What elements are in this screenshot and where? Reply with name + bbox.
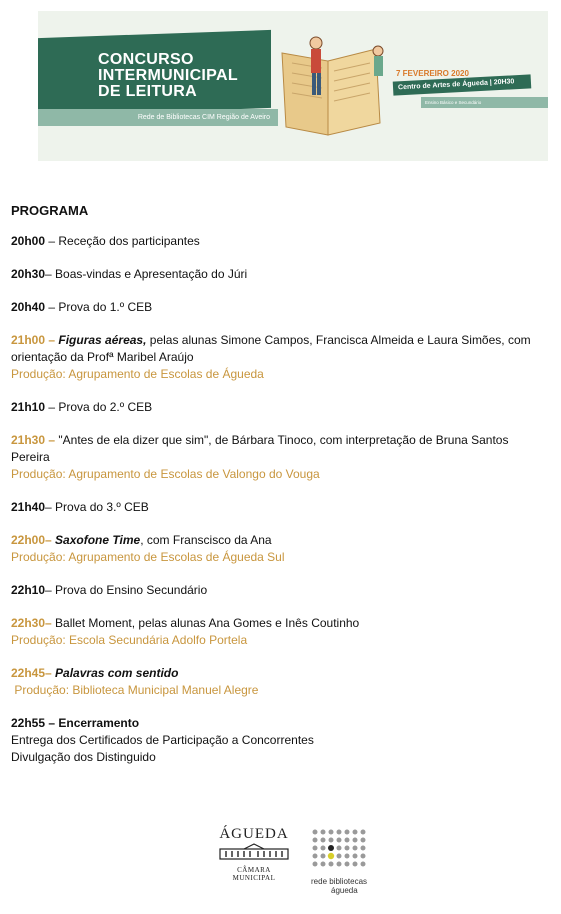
- program-entry: [11, 266, 551, 283]
- entry-text-continued: Pereira: [11, 450, 50, 464]
- entry-text: – Prova do 3.º CEB: [45, 500, 149, 514]
- agueda-municipality-logo: [216, 826, 292, 882]
- entry-text: – Boas-vindas e Apresentação do Júri: [45, 267, 248, 281]
- entry-time: 20h40: [11, 300, 46, 314]
- entry-text: pelas alunas Simone Campos, Francisca Almeida e Laura Simões, com: [146, 333, 531, 347]
- program-entry: [11, 499, 551, 516]
- rede-bibliotecas-logo: [311, 828, 373, 904]
- event-date: 7 FEVEREIRO 2020: [396, 69, 469, 78]
- event-banner: [38, 11, 548, 161]
- program-entry: [11, 233, 551, 250]
- entry-text-continued: orientação da Profª Maribel Araújo: [11, 350, 194, 364]
- rede-line-2: águeda: [331, 886, 358, 895]
- entry-title: Palavras com sentido: [55, 666, 179, 680]
- logo-name: ÁGUEDA: [219, 826, 289, 842]
- building-icon: [218, 843, 290, 861]
- entry-text: – Receção dos participantes: [45, 234, 200, 248]
- entry-text: "Antes de ela dizer que sim", de Bárbara Tinoco, com interpretação de Bruna Santos: [58, 433, 509, 447]
- rede-line-1: rede bibliotecas: [311, 877, 368, 886]
- entry-time: 22h45–: [11, 666, 56, 680]
- entry-title: Saxofone Time: [55, 533, 141, 547]
- entry-time: 22h55 – Encerramento: [11, 716, 140, 730]
- entry-time: 22h30–: [11, 616, 56, 630]
- program-entry: [11, 299, 551, 316]
- event-subtitle: Rede de Bibliotecas CIM Região de Aveiro: [38, 109, 278, 126]
- program-entry: [11, 432, 551, 483]
- entry-text: , com Franscisco da Ana: [140, 533, 272, 547]
- entry-production: Produção: Agrupamento de Escolas de Valongo do Vouga: [11, 467, 320, 481]
- entry-text: – Prova do 1.º CEB: [45, 300, 153, 314]
- program-entry: [11, 332, 551, 383]
- program-entry: [11, 615, 551, 649]
- program-entry: [11, 532, 551, 566]
- event-levels: Ensino Básico e Secundário: [421, 97, 548, 108]
- entry-text-continued: Divulgação dos Distinguido: [11, 750, 156, 764]
- program-entry: [11, 715, 551, 766]
- entry-time: 21h10: [11, 400, 46, 414]
- program-entry: [11, 399, 551, 416]
- entry-production: Produção: Agrupamento de Escolas de Águeda Sul: [11, 550, 285, 564]
- entry-production: Produção: Escola Secundária Adolfo Portela: [11, 633, 248, 647]
- program-section: [11, 202, 551, 766]
- logo-subtitle: CÂMARA MUNICIPAL: [232, 866, 276, 882]
- event-title: [98, 52, 238, 100]
- entry-time: 22h10: [11, 583, 46, 597]
- entry-production: Produção: Biblioteca Municipal Manuel Alegre: [11, 683, 259, 697]
- title-line-1: CONCURSO: [98, 51, 194, 68]
- title-line-2: INTERMUNICIPAL: [98, 67, 238, 84]
- entry-title: Figuras aéreas,: [58, 333, 147, 347]
- entry-time: 22h00–: [11, 533, 56, 547]
- title-line-3: DE LEITURA: [98, 83, 197, 100]
- book-illustration: [278, 31, 386, 141]
- dot-grid-icon: [311, 828, 369, 872]
- entry-time: 20h30: [11, 267, 46, 281]
- program-entry: [11, 582, 551, 599]
- entry-text: Ballet Moment, pelas alunas Ana Gomes e Inês Coutinho: [55, 616, 360, 630]
- entry-text: – Prova do 2.º CEB: [45, 400, 153, 414]
- entry-time: 21h40: [11, 500, 46, 514]
- entry-text: Entrega dos Certificados de Participação a Concorrentes: [11, 733, 314, 747]
- program-entry: [11, 665, 551, 699]
- entry-time: 21h30 –: [11, 433, 59, 447]
- program-heading: PROGRAMA: [11, 203, 89, 218]
- entry-text: – Prova do Ensino Secundário: [45, 583, 208, 597]
- entry-production: Produção: Agrupamento de Escolas de Águeda: [11, 367, 264, 381]
- entry-time: 21h00 –: [11, 333, 59, 347]
- entry-time: 20h00: [11, 234, 46, 248]
- event-venue: Centro de Artes de Águeda | 20H30: [393, 74, 532, 95]
